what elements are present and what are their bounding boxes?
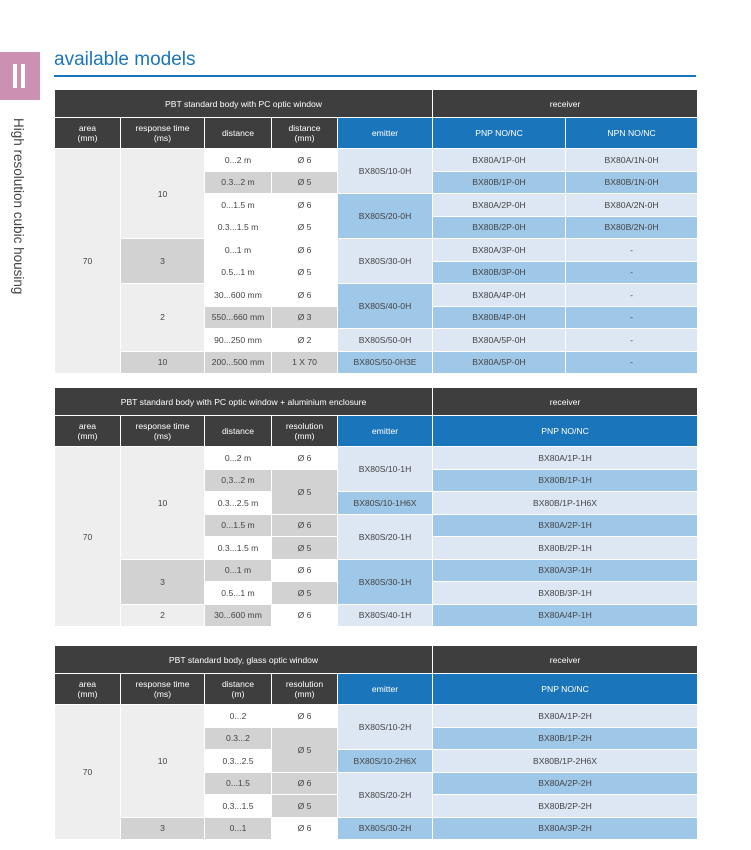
pnp-cell: BX80B/2P-2H: [433, 795, 698, 818]
receiver-header: receiver: [433, 388, 698, 416]
pnp-cell: BX80B/1P-1H6X: [433, 492, 698, 515]
emitter-cell: BX80S/10-1H6X: [338, 492, 433, 515]
distance-cell: 90...250 mm: [205, 329, 272, 352]
emitter-cell: BX80S/50-0H3E: [338, 351, 433, 374]
distance-cell: 200...500 mm: [205, 351, 272, 374]
receiver-header: receiver: [433, 646, 698, 674]
emitter-cell: BX80S/20-0H: [338, 194, 433, 239]
roman-numeral-bar: [13, 64, 17, 88]
npn-cell: -: [566, 351, 698, 374]
resolution-cell: Ø 6: [272, 817, 338, 840]
resolution-cell: Ø 5: [272, 795, 338, 818]
emitter-cell: BX80S/30-2H: [338, 817, 433, 840]
section-header: PBT standard body with PC optic window + aluminium enclosure: [55, 388, 433, 416]
response-time-cell: 10: [121, 351, 205, 374]
column-header: PNP NO/NC: [433, 674, 698, 705]
distance-cell: 0...1: [205, 817, 272, 840]
pnp-cell: BX80B/1P-1H: [433, 469, 698, 492]
column-header: PNP NO/NC: [433, 416, 698, 447]
resolution-cell: Ø 6: [272, 604, 338, 627]
models-table-pc-window: [54, 89, 698, 374]
pnp-cell: BX80A/4P-1H: [433, 604, 698, 627]
column-header: distance (mm): [272, 118, 338, 149]
distance-cell: 0...1 m: [205, 559, 272, 582]
area-cell: 70: [55, 705, 121, 840]
column-header: distance: [205, 118, 272, 149]
response-time-cell: 10: [121, 149, 205, 239]
pnp-cell: BX80B/3P-1H: [433, 582, 698, 605]
npn-cell: BX80B/1N-0H: [566, 171, 698, 194]
resolution-cell: Ø 5: [272, 582, 338, 605]
resolution-cell: Ø 6: [272, 447, 338, 470]
emitter-cell: BX80S/10-2H: [338, 705, 433, 750]
emitter-cell: BX80S/30-0H: [338, 239, 433, 284]
pnp-cell: BX80A/1P-1H: [433, 447, 698, 470]
emitter-cell: BX80S/20-2H: [338, 772, 433, 817]
distance-cell: 0.5...1 m: [205, 261, 272, 284]
distance-mm-cell: 1 X 70: [272, 351, 338, 374]
column-header: emitter: [338, 118, 433, 149]
distance-cell: 30...600 mm: [205, 604, 272, 627]
npn-cell: BX80A/1N-0H: [566, 149, 698, 172]
emitter-cell: BX80S/50-0H: [338, 329, 433, 352]
side-tab-label: High resolution cubic housing: [11, 118, 26, 295]
pnp-cell: BX80A/5P-0H: [433, 351, 566, 374]
pnp-cell: BX80A/4P-0H: [433, 284, 566, 307]
emitter-cell: BX80S/10-1H: [338, 447, 433, 492]
resolution-cell: Ø 5: [272, 537, 338, 560]
response-time-cell: 10: [121, 705, 205, 818]
distance-mm-cell: Ø 3: [272, 306, 338, 329]
distance-mm-cell: Ø 6: [272, 239, 338, 262]
column-header: distance: [205, 416, 272, 447]
column-header: area (mm): [55, 416, 121, 447]
emitter-cell: BX80S/20-1H: [338, 514, 433, 559]
npn-cell: BX80A/2N-0H: [566, 194, 698, 217]
pnp-cell: BX80A/5P-0H: [433, 329, 566, 352]
distance-cell: 0.3...1.5 m: [205, 216, 272, 239]
models-table-glass: [54, 645, 698, 840]
npn-cell: -: [566, 261, 698, 284]
column-header: response time (ms): [121, 118, 205, 149]
distance-mm-cell: Ø 5: [272, 261, 338, 284]
emitter-cell: BX80S/40-1H: [338, 604, 433, 627]
npn-cell: -: [566, 239, 698, 262]
column-header: emitter: [338, 416, 433, 447]
resolution-cell: Ø 6: [272, 559, 338, 582]
emitter-cell: BX80S/30-1H: [338, 559, 433, 604]
pnp-cell: BX80A/2P-1H: [433, 514, 698, 537]
resolution-cell: Ø 6: [272, 705, 338, 728]
distance-cell: 0.3...2.5 m: [205, 492, 272, 515]
distance-cell: 0...2 m: [205, 447, 272, 470]
pnp-cell: BX80B/1P-2H: [433, 727, 698, 750]
area-cell: 70: [55, 149, 121, 374]
distance-cell: 0.3...1.5: [205, 795, 272, 818]
column-header: NPN NO/NC: [566, 118, 698, 149]
emitter-cell: BX80S/40-0H: [338, 284, 433, 329]
response-time-cell: 10: [121, 447, 205, 560]
distance-cell: 0...1.5 m: [205, 514, 272, 537]
pnp-cell: BX80B/2P-1H: [433, 537, 698, 560]
pnp-cell: BX80A/1P-0H: [433, 149, 566, 172]
column-header: response time (ms): [121, 416, 205, 447]
pnp-cell: BX80B/1P-2H6X: [433, 750, 698, 773]
page-title: available models: [54, 49, 196, 70]
column-header: area (mm): [55, 118, 121, 149]
distance-cell: 0.3...2 m: [205, 171, 272, 194]
distance-cell: 0...1.5: [205, 772, 272, 795]
resolution-cell: Ø 6: [272, 772, 338, 795]
distance-mm-cell: Ø 6: [272, 149, 338, 172]
distance-cell: 0.3...2: [205, 727, 272, 750]
section-header: PBT standard body, glass optic window: [55, 646, 433, 674]
distance-cell: 0.3...2.5: [205, 750, 272, 773]
response-time-cell: 2: [121, 604, 205, 627]
distance-cell: 0...2 m: [205, 149, 272, 172]
distance-cell: 0...1.5 m: [205, 194, 272, 217]
emitter-cell: BX80S/10-2H6X: [338, 750, 433, 773]
distance-cell: 30...600 mm: [205, 284, 272, 307]
distance-mm-cell: Ø 6: [272, 194, 338, 217]
pnp-cell: BX80B/4P-0H: [433, 306, 566, 329]
column-header: PNP NO/NC: [433, 118, 566, 149]
distance-cell: 0.5...1 m: [205, 582, 272, 605]
pnp-cell: BX80A/3P-1H: [433, 559, 698, 582]
roman-numeral-bar: [21, 64, 25, 88]
distance-cell: 0.3...1.5 m: [205, 537, 272, 560]
distance-cell: 550...660 mm: [205, 306, 272, 329]
pnp-cell: BX80B/1P-0H: [433, 171, 566, 194]
distance-mm-cell: Ø 2: [272, 329, 338, 352]
area-cell: 70: [55, 447, 121, 627]
npn-cell: -: [566, 306, 698, 329]
response-time-cell: 3: [121, 559, 205, 604]
distance-mm-cell: Ø 6: [272, 284, 338, 307]
pnp-cell: BX80B/3P-0H: [433, 261, 566, 284]
distance-cell: 0,3...2 m: [205, 469, 272, 492]
column-header: area (mm): [55, 674, 121, 705]
title-divider: [54, 75, 696, 77]
distance-cell: 0...1 m: [205, 239, 272, 262]
response-time-cell: 3: [121, 239, 205, 284]
models-table-aluminium: [54, 387, 698, 627]
npn-cell: -: [566, 284, 698, 307]
emitter-cell: BX80S/10-0H: [338, 149, 433, 194]
column-header: emitter: [338, 674, 433, 705]
section-header: PBT standard body with PC optic window: [55, 90, 433, 118]
response-time-cell: 3: [121, 817, 205, 840]
pnp-cell: BX80A/3P-2H: [433, 817, 698, 840]
pnp-cell: BX80A/2P-2H: [433, 772, 698, 795]
pnp-cell: BX80A/2P-0H: [433, 194, 566, 217]
distance-mm-cell: Ø 5: [272, 171, 338, 194]
npn-cell: -: [566, 329, 698, 352]
pnp-cell: BX80A/3P-0H: [433, 239, 566, 262]
resolution-cell: Ø 5: [272, 727, 338, 772]
distance-mm-cell: Ø 5: [272, 216, 338, 239]
column-header: resolution (mm): [272, 674, 338, 705]
resolution-cell: Ø 5: [272, 469, 338, 514]
distance-cell: 0...2: [205, 705, 272, 728]
section-tab: [0, 52, 40, 100]
pnp-cell: BX80B/2P-0H: [433, 216, 566, 239]
receiver-header: receiver: [433, 90, 698, 118]
column-header: distance (m): [205, 674, 272, 705]
response-time-cell: 2: [121, 284, 205, 352]
pnp-cell: BX80A/1P-2H: [433, 705, 698, 728]
npn-cell: BX80B/2N-0H: [566, 216, 698, 239]
column-header: resolution (mm): [272, 416, 338, 447]
resolution-cell: Ø 6: [272, 514, 338, 537]
column-header: response time (ms): [121, 674, 205, 705]
